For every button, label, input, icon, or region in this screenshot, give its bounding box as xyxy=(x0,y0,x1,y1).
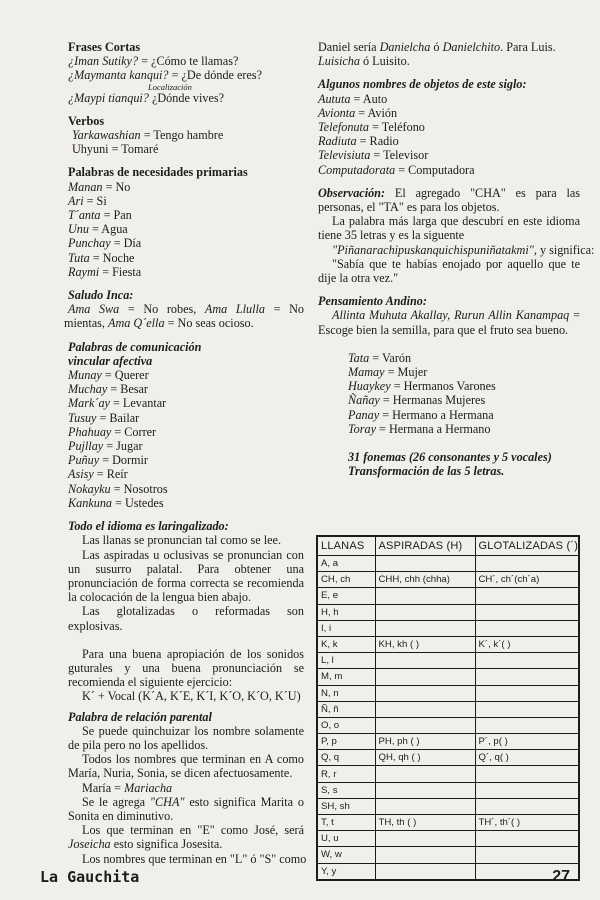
table-cell: P´, p( ) xyxy=(475,734,579,750)
table-cell xyxy=(475,604,579,620)
vocab-item: Huaykey = Hermanos Varones xyxy=(348,379,496,394)
left-column xyxy=(64,40,307,866)
vocab-item: Muchay = Besar xyxy=(68,382,148,397)
table-row xyxy=(317,766,579,782)
table-row xyxy=(317,604,579,620)
section-title-verbos: Verbos xyxy=(68,113,105,128)
section-title-vincular-1: Palabras de comunicación xyxy=(68,339,202,354)
paragraph: Las aspiradas u oclusivas se pronuncian con un susurro palatal. Para obtener una pronunciación de forma correcta se recomienda la colocación de la lengua bien abajo. xyxy=(68,547,304,605)
vocab-item: Tuta = Noche xyxy=(68,250,135,265)
column-header-llanas: LLANAS xyxy=(317,536,375,556)
phrase-line: ¿Iman Sutiky? = ¿Cómo te llamas? xyxy=(68,54,239,69)
vocab-item: T´anta = Pan xyxy=(68,208,132,223)
table-cell: TH, th ( ) xyxy=(375,815,475,831)
paragraph: K´ + Vocal (K´A, K´E, K´I, K´O, K´O, K´U) xyxy=(82,689,301,704)
section-title-frases: Frases Cortas xyxy=(68,40,141,54)
vocab-item: Mamay = Mujer xyxy=(348,365,428,380)
vocab-item: Manan = No xyxy=(68,179,131,194)
phrase-line: ¿Maymanta kanqui? = ¿De dónde eres? xyxy=(68,68,263,83)
table-cell: Y, y xyxy=(317,863,375,880)
table-cell: SH, sh xyxy=(317,798,375,814)
table-cell xyxy=(375,782,475,798)
paragraph: Se le agrega "CHA" esto significa Marita o Sonita en diminutivo. xyxy=(68,794,304,823)
paragraph: Todos los nombres que terminan en A como María, Nuria, Sonia, se dicen afectuosamente. xyxy=(68,752,304,781)
paragraph: Las llanas se pronuncian tal como se lee. xyxy=(82,533,281,548)
table-row xyxy=(317,717,579,733)
paragraph: Para una buena apropiación de los sonidos guturales y una buena pronunciación se recomienda el siguiente ejercicio: xyxy=(68,646,304,690)
table-cell: N, n xyxy=(317,685,375,701)
observacion-paragraph: Observación: El agregado "CHA" es para las personas, el "TA" es para los objetos. xyxy=(318,185,580,215)
table-row xyxy=(317,556,579,572)
table-cell: A, a xyxy=(317,556,375,572)
vocab-item: Ñañay = Hermanas Mujeres xyxy=(348,393,486,408)
vocab-item: Ari = Si xyxy=(68,193,107,208)
table-cell: K, k xyxy=(317,636,375,652)
table-cell: CH, ch xyxy=(317,572,375,588)
vocab-item: Aututa = Auto xyxy=(318,91,388,106)
objetos-list xyxy=(318,92,580,177)
table-row xyxy=(317,620,579,636)
table-cell: E, e xyxy=(317,588,375,604)
paragraph: Las glotalizadas o reformadas son explosivas. xyxy=(68,604,304,633)
table-cell xyxy=(475,766,579,782)
localizacion-note: Localización xyxy=(148,81,192,92)
table-cell: I, i xyxy=(317,620,375,636)
vocab-item: Tata = Varón xyxy=(348,350,412,365)
fonemas-line: Transformación de las 5 letras. xyxy=(348,464,505,479)
table-row xyxy=(317,831,579,847)
vocab-item: Avionta = Avión xyxy=(318,105,398,120)
table-cell xyxy=(375,717,475,733)
table-cell xyxy=(475,669,579,685)
familia-list xyxy=(318,351,580,436)
vocab-item: Phahuay = Correr xyxy=(68,424,157,439)
table-cell xyxy=(475,798,579,814)
verbos-list xyxy=(68,128,304,156)
vocab-item: Radiuta = Radio xyxy=(318,134,399,149)
table-cell: L, l xyxy=(317,653,375,669)
alphabet-table xyxy=(316,535,580,881)
paragraph: Daniel sería Danielcha ó Danielchito. Para Luis. xyxy=(318,40,556,54)
table-cell: O, o xyxy=(317,717,375,733)
phrase-line: ¿Maypi tianqui? ¿Dónde vives? xyxy=(68,90,225,105)
vocab-item: Unu = Agua xyxy=(68,222,128,237)
table-cell xyxy=(375,653,475,669)
vocab-item: Toray = Hermana a Hermano xyxy=(348,421,491,436)
table-cell xyxy=(375,604,475,620)
right-column xyxy=(318,40,595,479)
table-row xyxy=(317,669,579,685)
vocab-item: Panay = Hermano a Hermana xyxy=(348,407,494,422)
table-row xyxy=(317,572,579,588)
section-title-parental: Palabra de relación parental xyxy=(68,709,212,724)
vocab-item: Raymi = Fiesta xyxy=(68,264,142,279)
vocab-item: Tusuy = Bailar xyxy=(68,410,140,425)
long-word: "Piñanarachipuskanquichispuniñatakmi", y significa: xyxy=(332,242,595,257)
paragraph: La palabra más larga que descubrí en este idioma tiene 35 letras y es la siguente xyxy=(318,214,580,243)
vocab-item: Munay = Querer xyxy=(68,368,149,383)
table-cell xyxy=(475,717,579,733)
table-cell: CHH, chh (chha) xyxy=(375,572,475,588)
table-cell: PH, ph ( ) xyxy=(375,734,475,750)
table-cell xyxy=(375,669,475,685)
vincular-list xyxy=(68,368,304,510)
fonemas-line: 31 fonemas (26 consonantes y 5 vocales) xyxy=(348,450,552,465)
table-header-row xyxy=(317,536,579,556)
table-cell: CH´, ch´(ch´a) xyxy=(475,572,579,588)
table-row xyxy=(317,685,579,701)
table-cell xyxy=(375,847,475,863)
table-cell xyxy=(375,556,475,572)
section-title-laringal: Todo el idioma es laringalizado: xyxy=(68,519,229,534)
section-title-andino: Pensamiento Andino: xyxy=(318,294,427,309)
table-cell xyxy=(375,863,475,880)
table-cell xyxy=(375,798,475,814)
table-body xyxy=(317,556,579,880)
table-row xyxy=(317,653,579,669)
column-header-glotalizadas: GLOTALIZADAS (´) xyxy=(475,536,579,556)
table-row xyxy=(317,701,579,717)
paragraph: Los nombres que terminan en "L" ó "S" como xyxy=(82,851,307,866)
vocab-item: Pujllay = Jugar xyxy=(68,439,143,454)
table-row xyxy=(317,588,579,604)
table-row xyxy=(317,798,579,814)
table-row xyxy=(317,863,579,880)
paragraph: "Sabía que te habías enojado por aquello que te dije la otra vez." xyxy=(318,256,580,286)
table-cell: K´, k´( ) xyxy=(475,636,579,652)
vocab-item: Computadorata = Computadora xyxy=(318,162,475,177)
table-cell: H, h xyxy=(317,604,375,620)
necesidades-list xyxy=(68,180,304,279)
table-cell xyxy=(375,620,475,636)
table-cell: Q´, q( ) xyxy=(475,750,579,766)
publication-name: La Gauchita xyxy=(40,868,140,886)
table-cell: R, r xyxy=(317,766,375,782)
table-row xyxy=(317,815,579,831)
table-cell: QH, qh ( ) xyxy=(375,750,475,766)
vocab-item: Yarkawashian = Tengo hambre xyxy=(72,128,224,143)
table-cell xyxy=(475,782,579,798)
vocab-item: Telefonuta = Teléfono xyxy=(318,120,425,135)
page-number: 27 xyxy=(552,868,570,885)
vocab-item: Televisiuta = Televisor xyxy=(318,148,429,163)
table-cell xyxy=(475,685,579,701)
vocab-item: Puñuy = Dormir xyxy=(68,453,148,468)
table-row xyxy=(317,750,579,766)
table-cell xyxy=(375,766,475,782)
vocab-item: Kankuna = Ustedes xyxy=(68,495,164,510)
vocab-item: Asisy = Reír xyxy=(68,467,128,482)
table-cell: Ñ, ñ xyxy=(317,701,375,717)
table-cell: KH, kh ( ) xyxy=(375,636,475,652)
section-title-objetos: Algunos nombres de objetos de este siglo: xyxy=(318,77,527,92)
table-row xyxy=(317,636,579,652)
table-cell: P, p xyxy=(317,734,375,750)
vocab-item: Nokayku = Nosotros xyxy=(68,481,168,496)
vocab-item: Punchay = Día xyxy=(68,236,142,251)
table-cell: Q, q xyxy=(317,750,375,766)
table-row xyxy=(317,782,579,798)
section-title-saludo: Saludo Inca: xyxy=(68,288,134,303)
table-cell xyxy=(475,620,579,636)
table-cell xyxy=(475,588,579,604)
table-cell xyxy=(475,556,579,572)
table-cell xyxy=(475,701,579,717)
vocab-item: Uhyuni = Tomaré xyxy=(72,142,159,157)
table-cell xyxy=(375,685,475,701)
table-cell xyxy=(375,588,475,604)
table-cell xyxy=(375,831,475,847)
column-header-aspiradas: ASPIRADAS (H) xyxy=(375,536,475,556)
paragraph: Luisicha ó Luisito. xyxy=(318,54,410,69)
table-cell: U, u xyxy=(317,831,375,847)
table-cell xyxy=(475,831,579,847)
table-cell: T, t xyxy=(317,815,375,831)
saludo-text: Ama Swa = No robes, Ama Llulla = No xyxy=(68,302,304,317)
table-cell xyxy=(475,847,579,863)
table-cell: W, w xyxy=(317,847,375,863)
section-title-necesidades: Palabras de necesidades primarias xyxy=(68,165,248,180)
section-title-vincular-2: vincular afectiva xyxy=(68,353,153,368)
table-cell: S, s xyxy=(317,782,375,798)
table-cell: TH´, th´( ) xyxy=(475,815,579,831)
paragraph: Los que terminan en "E" como José, será Joseicha esto significa Josesita. xyxy=(68,823,304,852)
table-cell: M, m xyxy=(317,669,375,685)
vocab-item: Mark´ay = Levantar xyxy=(68,396,167,411)
paragraph: Se puede quinchuizar los nombre solamente de pila pero no los apellidos. xyxy=(68,723,304,752)
table-row xyxy=(317,847,579,863)
table-cell xyxy=(475,653,579,669)
table-row xyxy=(317,734,579,750)
table-cell xyxy=(375,701,475,717)
saludo-text-cont: mientas, Ama Q´ella = No seas ocioso. xyxy=(64,316,254,331)
paragraph: Allinta Muhuta Akallay, Rurun Allin Kanampaq = Escoge bien la semilla, para que el fruto sea bueno. xyxy=(318,308,581,337)
paragraph: María = Mariacha xyxy=(82,780,173,795)
